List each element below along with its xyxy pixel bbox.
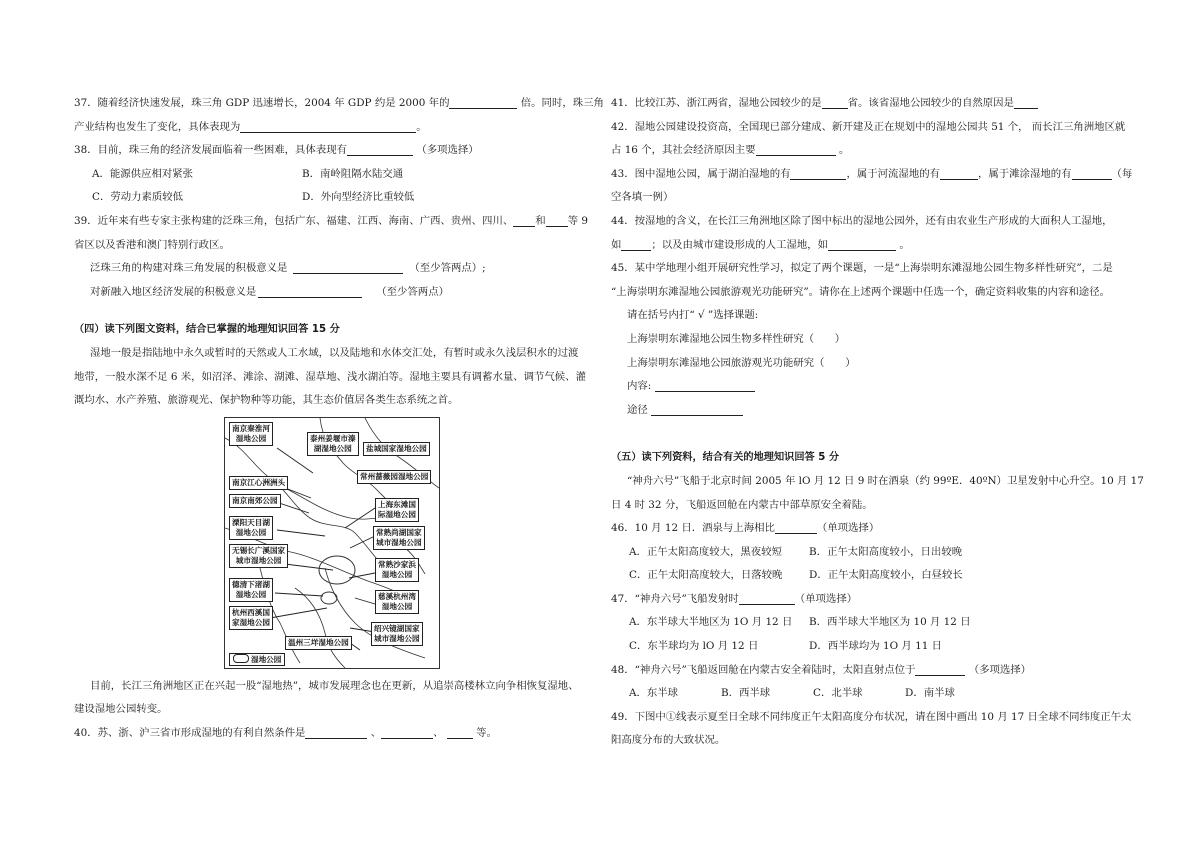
answer-blank[interactable] [258, 284, 362, 298]
paragraph: 目前，长江三角洲地区正在兴起一股“湿地热”，城市发展理念也在更新，从追崇高楼林立向争相恢复湿地、 [90, 679, 579, 692]
question-39: 39．近年来有些专家主张构建的泛珠三角，包括广东、福建、江西、海南、广西、贵州、四川、 和 等 9 [74, 214, 588, 227]
q46-options-row: C．正午太阳高度较大，日落较晚 D．正午太阳高度较小，白昼较长 [629, 569, 963, 582]
map-label-shanghai-dongtan: 上海东滩国 际湿地公园 [375, 498, 419, 522]
question-38: 38．目前，珠三角的经济发展面临着一些困难，具体表现有 （多项选择） [74, 144, 479, 157]
map-label-hangzhou-xixi: 杭州西溪国 家湿地公园 [229, 606, 273, 630]
answer-blank[interactable] [293, 260, 403, 274]
map-label-nanjing-qinhuai: 南京秦淮河 湿地公园 [229, 422, 273, 446]
map-label-changzhou: 常州蔷薇园湿地公园 [357, 470, 431, 484]
question-46: 46．10 月 12 日．酒泉与上海相比 （单项选择） [611, 522, 880, 535]
content-answer-blank[interactable] [655, 378, 755, 392]
answer-blank[interactable] [790, 166, 846, 180]
paragraph: 日 4 时 32 分，飞船返回舱在内蒙古中部草原安全着陆。 [611, 498, 873, 511]
question-40: 40．苏、浙、沪三省市形成湿地的有利自然条件是 、 、 等。 [74, 726, 497, 739]
section-5-title: （五）读下列资料，结合有关的地理知识回答 5 分 [611, 452, 840, 464]
q48-options-row: A．东半球 B．西半球 C．北半球 D．南半球 [629, 687, 955, 700]
question-48: 48．“神舟六号”飞船返回舱在内蒙古安全着陆时，太阳直射点位于 （多项选择） [611, 663, 1032, 676]
map-label-wenzhou: 温州三垟湿地公园 [285, 636, 352, 650]
question-49: 49．下图中①线表示夏至日全球不同纬度正午太阳高度分布状况，请在图中画出 10 月 17 日全球不同纬度正午太 [611, 710, 1132, 723]
paragraph: 湿地一般是指陆地中永久或暂时的天然或人工水域，以及陆地和水体交汇处，有暂时或永久浅层积水的过渡 [90, 346, 579, 359]
q47-options-row: A．东半球大半地区为 1O 月 12 日 B．西半球大半地区为 10 月 12 日 [629, 616, 971, 629]
answer-blank[interactable] [513, 213, 535, 227]
section-4-title: （四）读下列图文资料，结合已掌握的地理知识回答 15 分 [74, 324, 340, 336]
answer-blank[interactable] [546, 213, 568, 227]
answer-blank[interactable] [449, 95, 517, 109]
map-label-yancheng: 盐城国家湿地公园 [363, 442, 430, 456]
paragraph: 建设湿地公园转变。 [74, 703, 168, 716]
question-44: 44．按湿地的含义，在长江三角洲地区除了图中标出的湿地公园外，还有由农业生产形成的大面积人工湿地， [611, 214, 1113, 227]
right-column: 41．比较江苏、浙江两省，湿地公园较少的是 省。该省湿地公园较少的自然原因是 42．湿地公园建设投资高，全国现已部分建成、新开建及正在规划中的湿地公园共 51 个， 而长江三角洲地区就 占 16 个，其社会经济原因主要 。 43．图中湿地公园，属于湖泊湿地的有 ，属于河流湿地的有 ，属于滩涂湿地的有 （每 空各填一例） 44．按湿地的含义，在长江三角洲地区除了图中标出的湿地公园外，还有由农业生产形成的大面积人工湿地， 如 ；以及由城市建设形成的人工湿地，如 。 45．某中学地理小组开展研究性学习，拟定了两个课题，一是“上海崇明东滩湿地公园生物多样性研究”，二是 “上海崇明东滩湿地公园旅游观光功能研究”。请你在上述两个课题中任选一个，确定资料收集的内容和途径。 请在括号内打“ √ ”选择课题: 上海崇明东滩湿地公园生物多样性研究（ ） 上海崇明东滩湿地公园旅游观光功能研究（ ） 内容: 途径 （五）读下列资料，结合有关的地理知识回答 5 分 “神舟六号”飞船于北京时间 2005 年 lO 月 12 日 9 时在酒泉（约 99ºE．40ºN）卫星发射中心升空。10 月 17 日 4 时 32 分，飞船返回舱在内蒙古中部草原安全着陆。 46．10 月 12 日．酒泉与上海相比 （单项选择） A．正午太阳高度较大，黑夜较短 B．正午太阳高度较小，日出较晚 C．正午太阳高度较大，日落较晚 D．正午太阳高度较小，白昼较长 47．“神舟六号”飞船发射时 （单项选择） A．东半球大半地区为 1O 月 12 日 B．西半球大半地区为 10 月 12 日 C．东半球均为 lO 月 12 日 D．西半球均为 1O 月 11 日 48．“神舟六号”飞船返回舱在内蒙古安全着陆时，太阳直射点位于 （多项选择） A．东半球 B．西半球 C．北半球 D．南半球 49．下图中①线表示夏至日全球不同纬度正午太阳高度分布状况，请在图中画出 10 月 17 日全球不同纬度正午太 阳高度分布的大致状况。 [611, 92, 1131, 753]
answer-blank[interactable] [940, 166, 978, 180]
question-41: 41．比较江苏、浙江两省，湿地公园较少的是 省。该省湿地公园较少的自然原因是 [611, 92, 1131, 116]
map-legend: 湿地公园 [229, 653, 285, 666]
map-label-changshu-shajiabang: 常熟沙家浜 湿地公园 [375, 558, 419, 582]
q38-options-row: C．劳动力素质较低 D．外向型经济比重较低 [92, 191, 415, 204]
wetland-map [224, 417, 440, 669]
question-43: 43．图中湿地公园，属于湖泊湿地的有 ，属于河流湿地的有 ，属于滩涂湿地的有 （每 [611, 167, 1133, 180]
answer-blank[interactable] [775, 520, 817, 534]
topic-option-2[interactable]: 上海崇明东滩湿地公园旅游观光功能研究（ ） [627, 356, 856, 369]
answer-blank[interactable] [828, 237, 896, 251]
answer-blank[interactable] [381, 725, 433, 739]
map-label-nanjing-jiangxinzhou: 南京江心洲洲头 [229, 476, 288, 490]
map-label-nanjing-nanjiao: 南京南郊公园 [229, 494, 281, 508]
answer-blank[interactable] [822, 95, 848, 109]
map-label-deqing: 德清下渚湖 湿地公园 [229, 578, 273, 602]
paragraph: 溉均水、水产养殖、旅游观光、保护物种等功能，其生态价值居各类生态系统之首。 [74, 394, 459, 407]
way-answer-blank[interactable] [651, 402, 743, 416]
wetland-park-symbol-icon [233, 654, 249, 663]
map-label-taizhou-qinhu: 泰州姜堰市溱 湖湿地公园 [307, 432, 359, 456]
left-column: 37．随着经济快速发展，珠三角 GDP 迅速增长，2004 年 GDP 约是 2000 年的 倍。同时，珠三角 产业结构也发生了变化，具体表现为 。 38．目前，珠三角的经济发展面临着一些困难，具体表现有 （多项选择） A．能源供应相对紧张 B．南岭阻隔水陆交通 C．劳动力素质较低 D．外向型经济比重较低 39．近年来有些专家主张构建的泛珠三角，包括广东、福建、江西、海南、广西、贵州、四川、 和 等 9 省区以及香港和澳门特别行政区。 泛珠三角的构建对珠三角发展的积极意义是 （至少答两点）; 对新融入地区经济发展的积极意义是 （至少答两点） （四）读下列图文资料，结合已掌握的地理知识回答 15 分 湿地一般是指陆地中永久或暂时的天然或人工水域，以及陆地和水体交汇处，有暂时或永久浅层积水的过渡 地带，一般水深不足 6 米，如沼泽、滩涂、湖滩、湿草地、浅水湖泊等。湿地主要具有调蓄水量、调节气候、灌 溉均水、水产养殖、旅游观光、保护物种等功能，其生态价值居各类生态系统之首。 南京秦淮河 湿地公园 泰州姜堰市溱 湖湿地公园 盐城国家湿地公园 南京江心洲洲头 常州蔷薇园湿地公园 南京南郊公园 上海东滩国 际湿地公园 溧阳天目湖 湿地公园 常熟尚湖国家 城市湿地公园 无锡长广溪国家 城市湿地公园 常熟沙家浜 湿地公园 德清下渚湖 湿地公园 慈溪杭州湾 湿地公园 杭州西溪国 家湿地公园 绍兴镜湖国家 城市湿地公园 温州三垟湿地公园 湿地公园 目前，长江三角洲地区正在兴起一股“湿地热”，城市发展理念也在更新，从追崇高楼林立向争相恢复湿地、 建设湿地公园转变。 40．苏、浙、沪三省市形成湿地的有利自然条件是 、 、 等。 [74, 92, 588, 746]
answer-blank[interactable] [447, 725, 473, 739]
map-label-shaoxing: 绍兴镜湖国家 城市湿地公园 [371, 622, 423, 646]
answer-blank[interactable] [756, 142, 836, 156]
map-label-cixi: 慈溪杭州湾 湿地公园 [375, 590, 419, 614]
answer-blank[interactable] [347, 142, 413, 156]
question-42: 42．湿地公园建设投资高，全国现已部分建成、新开建及正在规划中的湿地公园共 51 个， 而长江三角洲地区就 [611, 120, 1126, 133]
answer-blank[interactable] [915, 662, 965, 676]
answer-blank[interactable] [305, 725, 367, 739]
map-label-changshu-shanghu: 常熟尚湖国家 城市湿地公园 [373, 526, 425, 550]
q38-options-row: A．能源供应相对紧张 B．南岭阻隔水陆交通 [92, 167, 404, 180]
question-37: 37．随着经济快速发展，珠三角 GDP 迅速增长，2004 年 GDP 约是 2000 年的 倍。同时，珠三角 [74, 97, 604, 109]
answer-blank[interactable] [240, 119, 416, 133]
answer-blank[interactable] [1014, 95, 1038, 109]
paragraph: 地带，一般水深不足 6 米，如沼泽、滩涂、湖滩、湿草地、浅水湖泊等。湿地主要具有调蓄水量、调节气候、灌 [74, 370, 586, 383]
map-label-liyang: 溧阳天目湖 湿地公园 [229, 516, 273, 540]
map-label-wuxi: 无锡长广溪国家 城市湿地公园 [229, 544, 288, 568]
question-45: 45．某中学地理小组开展研究性学习，拟定了两个课题，一是“上海崇明东滩湿地公园生物多样性研究”，二是 [611, 262, 1113, 275]
answer-blank[interactable] [739, 591, 795, 605]
q47-options-row: C．东半球均为 lO 月 12 日 D．西半球均为 1O 月 11 日 [629, 640, 943, 653]
answer-blank[interactable] [1072, 166, 1112, 180]
paragraph: “神舟六号”飞船于北京时间 2005 年 lO 月 12 日 9 时在酒泉（约 99ºE．40ºN）卫星发射中心升空。10 月 17 [627, 474, 1144, 487]
question-47: 47．“神舟六号”飞船发射时 （单项选择） [611, 592, 858, 605]
topic-option-1[interactable]: 上海崇明东滩湿地公园生物多样性研究（ ） [627, 332, 846, 345]
answer-blank[interactable] [621, 237, 651, 251]
q46-options-row: A．正午太阳高度较大，黑夜较短 B．正午太阳高度较小，日出较晚 [629, 545, 963, 558]
